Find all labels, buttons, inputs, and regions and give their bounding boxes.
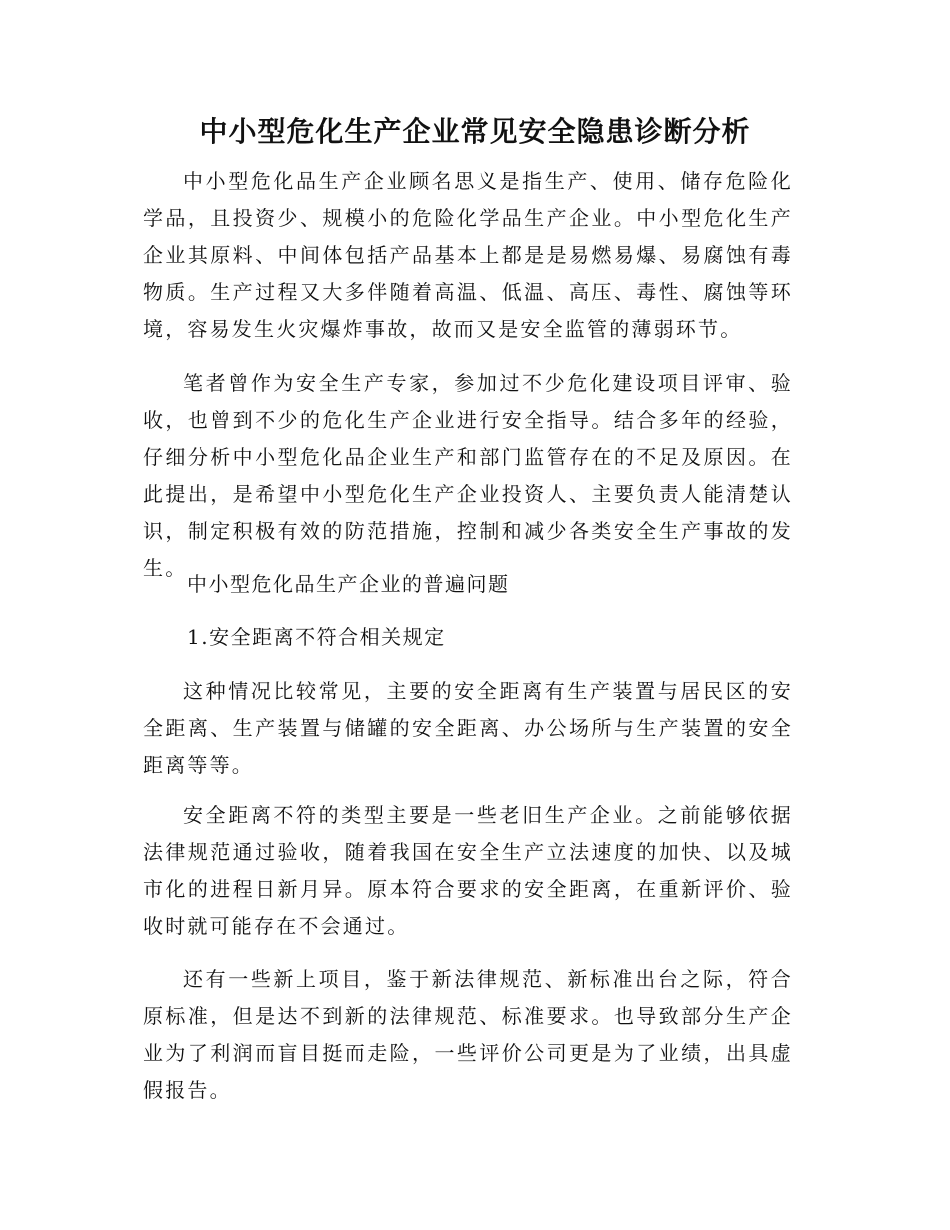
- section-heading: 中小型危化品生产企业的普遍问题: [187, 572, 510, 596]
- subsection-heading: 1.安全距离不符合相关规定: [187, 625, 446, 649]
- section-paragraph-1: 这种情况比较常见，主要的安全距离有生产装置与居民区的安全距离、生产装置与储罐的安全距离、办公场所与生产装置的安全距离等等。: [143, 679, 793, 777]
- document-title: 中小型危化生产企业常见安全隐患诊断分析: [199, 115, 751, 148]
- section-paragraph-2: 安全距离不符的类型主要是一些老旧生产企业。之前能够依据法律规范通过验收，随着我国在安全生产立法速度的加快、以及城市化的进程日新月异。原本符合要求的安全距离，在重新评价、验收时就可能存在不会通过。: [143, 803, 793, 938]
- intro-paragraph-1: 中小型危化品生产企业顾名思义是指生产、使用、储存危险化学品，且投资少、规模小的危险化学品生产企业。中小型危化生产企业其原料、中间体包括产品基本上都是是易燃易爆、易腐蚀有毒物质。生产过程又大多伴随着高温、低温、高压、毒性、腐蚀等环境，容易发生火灾爆炸事故，故而又是安全监管的薄弱环节。: [143, 169, 793, 341]
- intro-paragraph-2: 笔者曾作为安全生产专家，参加过不少危化建设项目评审、验收，也曾到不少的危化生产企业进行安全指导。结合多年的经验，仔细分析中小型危化品企业生产和部门监管存在的不足及原因。在此提出，是希望中小型危化生产企业投资人、主要负责人能清楚认识，制定积极有效的防范措施，控制和减少各类安全生产事故的发生。: [143, 371, 793, 580]
- section-paragraph-3: 还有一些新上项目，鉴于新法律规范、新标准出台之际，符合原标准，但是达不到新的法律规范、标准要求。也导致部分生产企业为了利润而盲目挺而走险，一些评价公司更是为了业绩，出具虚假报告。: [143, 967, 793, 1102]
